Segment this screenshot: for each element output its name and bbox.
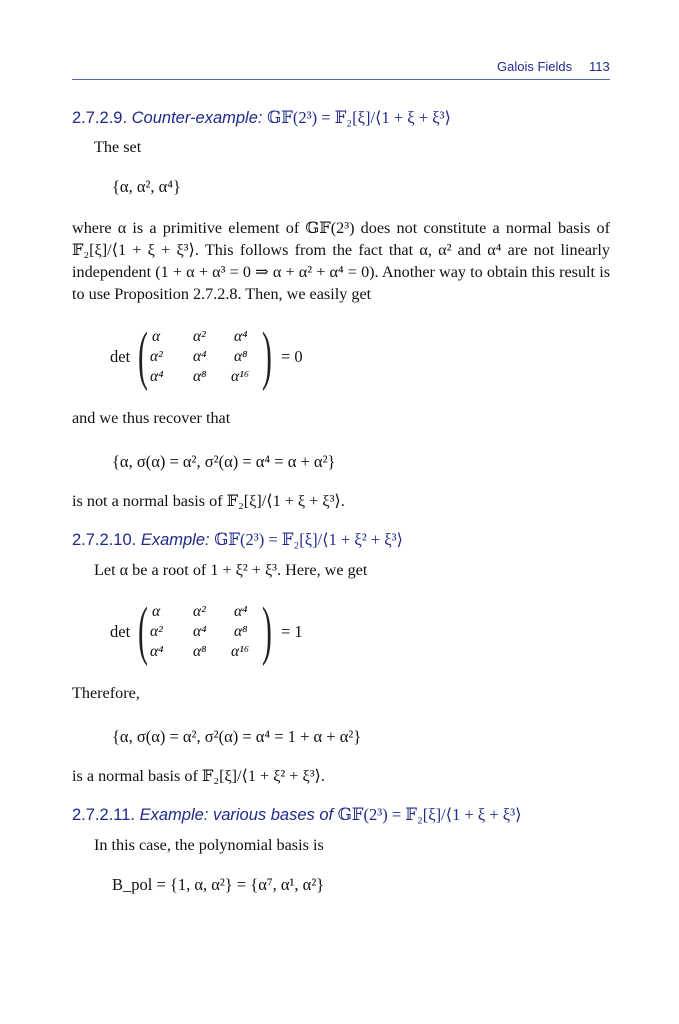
matrix-cell: α⁴ bbox=[193, 348, 207, 365]
section-math: 𝔾𝔽(2³) = 𝔽₂[ξ]/⟨1 + ξ + ξ³⟩ bbox=[267, 108, 451, 127]
matrix-cell: α⁴ bbox=[234, 603, 248, 620]
intro-text: Let α be a root of 1 + ξ² + ξ³. Here, we get bbox=[94, 561, 368, 579]
matrix-cell: α⁴ bbox=[150, 368, 164, 385]
display-equation: {α, σ(α) = α², σ²(α) = α⁴ = 1 + α + α²} bbox=[112, 727, 362, 746]
therefore-text: Therefore, bbox=[72, 684, 140, 702]
matrix-cell: α¹⁶ bbox=[231, 368, 250, 385]
section-heading-2-7-2-9 bbox=[72, 108, 451, 128]
section-label: Counter-example: bbox=[131, 109, 263, 127]
matrix-cell: α⁸ bbox=[234, 348, 248, 365]
matrix-cell: α² bbox=[150, 348, 163, 365]
matrix-cell: α⁴ bbox=[150, 643, 164, 660]
matrix-cell: α bbox=[152, 603, 161, 620]
section-number: 2.7.2.11. bbox=[72, 806, 135, 824]
header-rule bbox=[72, 79, 610, 80]
matrix-cell: α⁸ bbox=[193, 643, 207, 660]
matrix-cell: α² bbox=[193, 603, 206, 620]
matrix-cell: α⁸ bbox=[234, 623, 248, 640]
matrix-cell: α² bbox=[193, 328, 206, 345]
det-result: = 0 bbox=[281, 347, 303, 366]
paragraph: where α is a primitive element of 𝔾𝔽(2³) does not constitute a normal basis of 𝔽₂[ξ]/⟨1 + ξ + ξ³⟩. This follows from the fact that α, α² and α⁴ are not linearly independent (1 + α + α³ = 0 ⇒ α + α² + α⁴ = 0). Another way to obtain this result is to use Proposition 2.7.2.8. Then, we easily get bbox=[72, 219, 610, 303]
section-heading-2-7-2-11 bbox=[72, 805, 522, 825]
section-label: Example: various bases of bbox=[139, 806, 334, 824]
matrix-cell: α⁴ bbox=[193, 623, 207, 640]
page-number: 113 bbox=[589, 59, 610, 74]
section-math: 𝔾𝔽(2³) = 𝔽₂[ξ]/⟨1 + ξ + ξ³⟩ bbox=[337, 805, 522, 824]
section-math: 𝔾𝔽(2³) = 𝔽₂[ξ]/⟨1 + ξ² + ξ³⟩ bbox=[214, 530, 403, 549]
matrix-cell: α⁴ bbox=[234, 328, 248, 345]
intro-text: In this case, the polynomial basis is bbox=[94, 836, 324, 854]
matrix-cell: α⁸ bbox=[193, 368, 207, 385]
intro-text: The set bbox=[94, 138, 142, 156]
matrix-cell: α bbox=[152, 328, 161, 345]
det-label: det bbox=[110, 622, 131, 641]
det-label: det bbox=[110, 347, 131, 366]
matrix-cell: α² bbox=[150, 623, 163, 640]
conclusion-text: is not a normal basis of 𝔽₂[ξ]/⟨1 + ξ + ξ³⟩. bbox=[72, 492, 345, 510]
recover-text: and we thus recover that bbox=[72, 409, 231, 427]
display-equation: {α, σ(α) = α², σ²(α) = α⁴ = α + α²} bbox=[112, 452, 336, 471]
matrix-2: ( ) α α² α⁴ α² α⁴ α⁸ α⁴ α⁸ α¹⁶ bbox=[138, 594, 272, 667]
section-heading-2-7-2-10 bbox=[72, 530, 403, 550]
section-number: 2.7.2.10. bbox=[72, 531, 137, 549]
conclusion-text: is a normal basis of 𝔽₂[ξ]/⟨1 + ξ² + ξ³⟩. bbox=[72, 767, 325, 785]
section-label: Example: bbox=[140, 531, 210, 549]
matrix-1: ( ) α α² α⁴ α² α⁴ α⁸ α⁴ α⁸ α¹⁶ bbox=[138, 319, 272, 392]
running-header-title: Galois Fields bbox=[497, 59, 573, 74]
det-result: = 1 bbox=[281, 622, 303, 641]
display-equation: B_pol = {1, α, α²} = {α⁷, α¹, α²} bbox=[112, 875, 325, 894]
display-set: {α, α², α⁴} bbox=[112, 177, 181, 196]
matrix-cell: α¹⁶ bbox=[231, 643, 250, 660]
section-number: 2.7.2.9. bbox=[72, 109, 128, 127]
